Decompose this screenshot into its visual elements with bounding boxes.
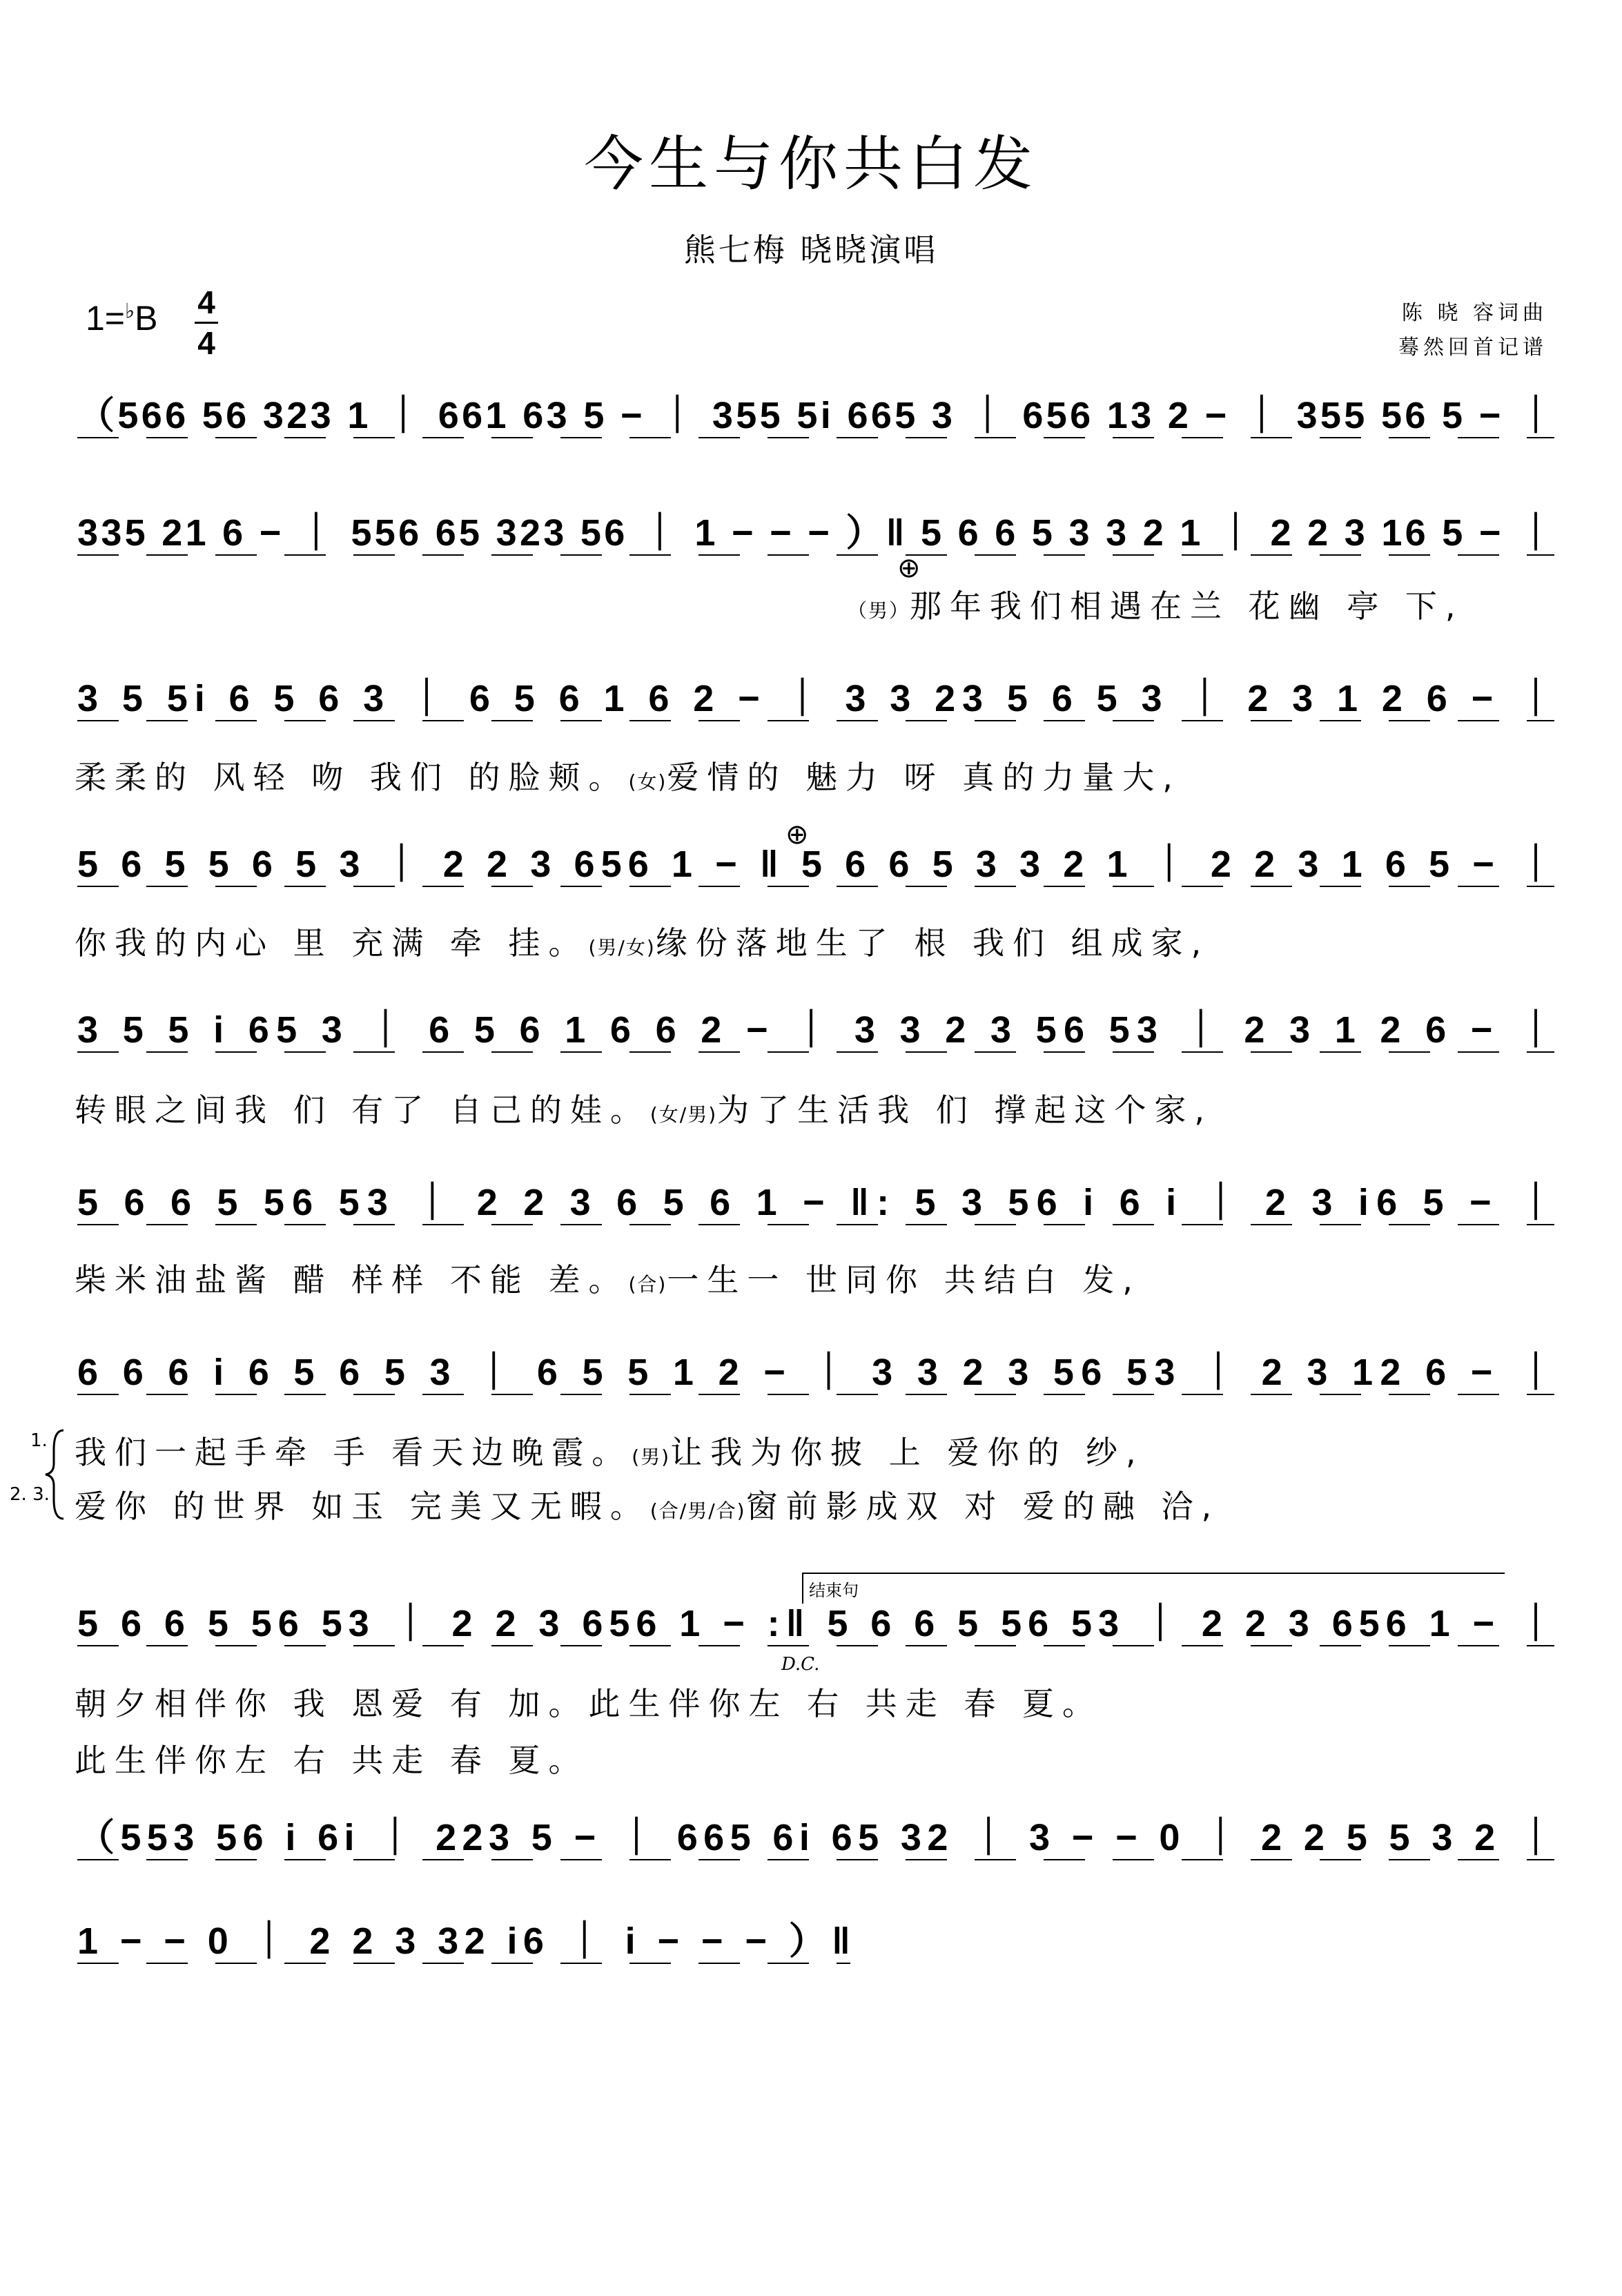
coda-sign: ⊕ <box>897 552 921 584</box>
lyric-row-6a <box>75 1428 1144 1473</box>
key-note: B <box>135 299 158 338</box>
lyric-text-tail: 让我为你披 上 爱你的 纱, <box>670 1434 1144 1471</box>
lyric-text-tail: 爱情的 魅力 呀 真的力量大, <box>667 759 1181 796</box>
performer-line: 熊七梅 晓晓演唱 <box>683 231 939 269</box>
score-row: 3 5 5i 6 5 6 3 ｜ 6 5 6 1 6 2 − ｜ 3 3 23 5 6 5 3 ｜ 2 3 1 2 6 − ｜ <box>77 678 1554 719</box>
score-row: 5 6 6 5 56 53 ｜ 2 2 3 656 1 − :‖ 5 6 6 5 56 53 ｜ 2 2 3 656 1 − ｜ <box>77 1603 1554 1644</box>
verse-1-mark: 1. <box>30 1430 48 1451</box>
lyric-prefix: (女/男) <box>649 1103 718 1126</box>
score-row: 6 6 6 i 6 5 6 5 3 ｜ 6 5 5 1 2 − ｜ 3 3 2 3 56 53 ｜ 2 3 12 6 − ｜ <box>77 1352 1554 1393</box>
lyric-text-tail: 缘份落地生了 根 我们 组成家, <box>655 924 1210 962</box>
lyric-text-tail: 此生伴你左 右 共走 春 夏。 <box>588 1685 1102 1722</box>
score-row: （566 56 323 1 ｜ 661 63 5 − ｜ 355 5i 665 3 ｜ 656 13 2 − ｜ 355 56 5 − ｜ <box>77 395 1554 436</box>
credit-notation: 蓦然回首记谱 <box>1398 335 1547 360</box>
lyric-row-6b <box>75 1481 1220 1527</box>
lyric-text-tail: 窗前影成双 对 爱的融 洽, <box>745 1488 1220 1525</box>
lyric-prefix: (男/女) <box>588 936 656 959</box>
song-title: 今生与你共白发 <box>584 130 1038 199</box>
time-numerator: 4 <box>197 284 215 320</box>
verse-23-mark: 2. 3. <box>10 1484 50 1505</box>
lyric-text-tail: 一生一 世同你 共结白 发, <box>667 1261 1141 1298</box>
score-row: 5 6 6 5 56 53 ｜ 2 2 3 6 5 6 1 − ‖: 5 3 56 i 6 i ｜ 2 3 i6 5 − ｜ <box>77 1182 1555 1223</box>
ending-bracket <box>802 1573 1505 1604</box>
lyric-text: 柔柔的 风轻 吻 我们 的脸颊。 <box>75 759 629 796</box>
score-row: （553 56 i 6i ｜ 223 5 − ｜ 665 6i 65 32 ｜ 3 − − 0 ｜ 2 2 5 5 3 2 ｜ <box>77 1817 1554 1858</box>
lyric-text: 我们一起手牵 手 看天边晚霞。 <box>75 1434 632 1471</box>
lyric-row-7a <box>75 1679 1102 1724</box>
flat-sign: ♭ <box>125 300 135 323</box>
lyric-prefix: (合/男/合) <box>649 1499 746 1522</box>
lyric-text: 那年我们相遇在兰 花幽 亭 下, <box>910 587 1464 625</box>
lyric-row-7b <box>75 1735 589 1781</box>
lyric-prefix: （男） <box>848 599 910 622</box>
lyric-prefix: (男) <box>632 1446 671 1468</box>
score-row: 1 − − 0 ｜ 2 2 3 32 i6 ｜ i − − − ）‖ <box>77 1920 850 1962</box>
lyric-prefix: (女) <box>628 770 667 793</box>
lyric-prefix: (合) <box>628 1273 667 1296</box>
lyric-text: 柴米油盐酱 醋 样样 不能 差。 <box>75 1261 629 1298</box>
dc-mark: D.C. <box>781 1654 820 1675</box>
score-row: 5 6 5 5 6 5 3 ｜ 2 2 3 656 1 − ‖ 5 6 6 5 3 3 2 1 ｜ 2 2 3 1 6 5 − ｜ <box>77 844 1554 885</box>
lyric-text: 你我的内心 里 充满 牵 挂。 <box>75 924 589 962</box>
lyric-text: 转眼之间我 们 有了 自己的娃。 <box>75 1091 650 1129</box>
score-row: 335 21 6 − ｜ 556 65 323 56 ｜ 1 − − − ）‖ 5 6 6 5 3 3 2 1 ｜ 2 2 3 16 5 − ｜ <box>77 512 1554 554</box>
ending-label: 结束句 <box>809 1581 859 1600</box>
credit-lyrics-music: 陈 晓 容词曲 <box>1401 301 1547 325</box>
lyric-text: 朝夕相伴你 我 恩爱 有 加。 <box>75 1685 589 1722</box>
lyric-text: 爱你 的世界 如玉 完美又无暇。 <box>75 1488 650 1525</box>
key-prefix: 1= <box>86 299 126 338</box>
time-denominator: 4 <box>197 325 215 361</box>
lyric-text: 此生伴你左 右 共走 春 夏。 <box>75 1742 589 1779</box>
lyric-text-tail: 为了生活我 们 撑起这个家, <box>717 1091 1213 1129</box>
score-row: 3 5 5 i 65 3 ｜ 6 5 6 1 6 6 2 − ｜ 3 3 2 3 56 53 ｜ 2 3 1 2 6 − ｜ <box>77 1009 1554 1051</box>
coda-sign-2: ⊕ <box>785 819 809 850</box>
